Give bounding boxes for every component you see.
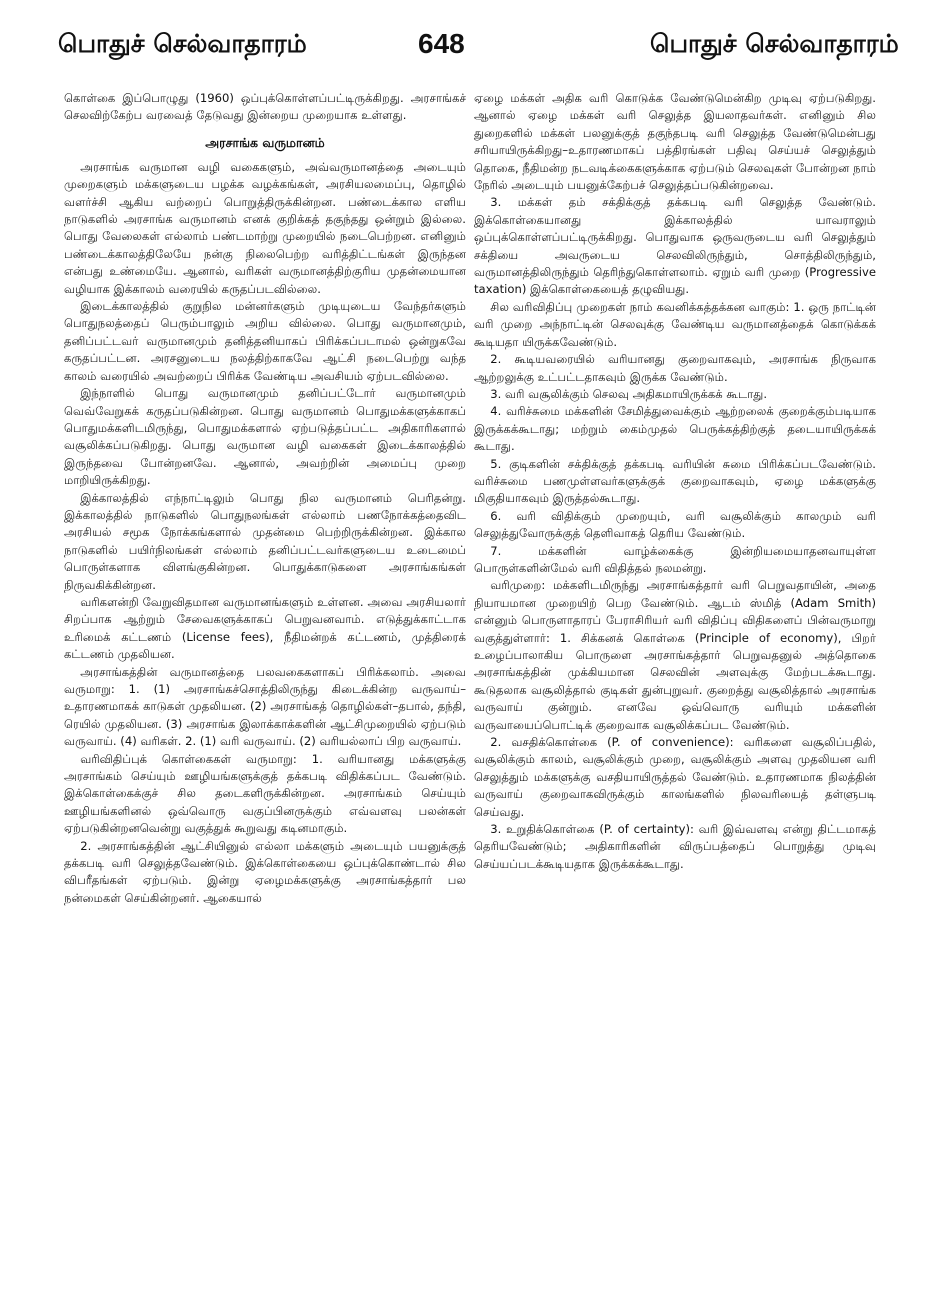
paragraph: 5. குடிகளின் சக்திக்குத் தக்கபடி வரியின் சுமை பிரிக்கப்படவேண்டும். வரிச்சுமை பணமுள்ளவர்களுக்குக் குறைவாகவும், ஏழை மக்களுக்கு மிகுதியாகவும் இருத்தல்கூடாது. [474,456,876,506]
paragraph: சில வரிவிதிப்பு முறைகள் நாம் கவனிக்கத்தக்கன வாகும்: 1. ஒரு நாட்டின் வரி முறை அந்நாட்டின் செலவுக்கு வேண்டிய வருமானத்தைக் கொடுக்கக் கூடியதா யிருக்கவேண்டும். [474,299,876,349]
paragraph: இக்காலத்தில் எந்நாட்டிலும் பொது நில வருமானம் பெரிதன்று. இக்காலத்தில் நாடுகளில் பொதுநலங்கள் எல்லாம் பணநோக்கத்தைவிட அரசியல் சமூக நோக்கங்களால் முதன்மை பெற்றிருக்கின்றன. இக்கால நாடுகளில் பயிர்நிலங்கள் எல்லாம் தனிப்பட்டவர்களுடைய உடைமைப் பொருள்களாக விளங்குகின்றன. பொதுக்காடுகளை அரசாங்கங்கள் நிருவகிக்கின்றன. [64,490,466,592]
paragraph: 3. வரி வசூலிக்கும் செலவு அதிகமாயிருக்கக் கூடாது. [490,386,768,401]
paragraph: 2. அரசாங்கத்தின் ஆட்சியினுல் எல்லா மக்களும் அடையும் பயனுக்குத் தக்கபடி வரி செலுத்தவேண்டும். இக்கொள்கையை ஒப்புக்கொண்டால் சில விபரீதங்கள் ஏற்படும். இன்று ஏழைமக்களுக்கு அரசாங்கத்தார் பல நன்மைகள் செய்கின்றனர். ஆகையால் [64,838,466,905]
paragraph: வரிகளன்றி வேறுவிதமான வருமானங்களும் உள்ளன. அவை அரசியலார் சிறப்பாக ஆற்றும் சேவைகளுக்காகப் பெறுவனவாம். எடுத்துக்காட்டாக உரிமைக் கட்டணம் (License fees), நீதிமன்றக் கட்டணம், முத்திரைக் கட்டணம் முதலியன. [64,594,466,662]
paragraph: 4. வரிச்சுமை மக்களின் சேமித்துவைக்கும் ஆற்றலைக் குறைக்கும்படியாக இருக்கக்கூடாது; மற்றும் கைம்முதல் பெருக்கத்திற்குத் தடையாயிருக்கக் கூடாது. [474,404,876,454]
paragraph: 2. வசதிக்கொள்கை (P. of convenience): வரிகளை வசூலிப்பதில், வசூலிக்கும் காலம், வசூலிக்கும் முறை, வசூலிக்கும் அளவு முதலியன வரி செலுத்தும் மக்களுக்கு வசதியாயிருத்தல் வேண்டும். உதாரணமாக நிலத்தின் வருவாய் குறைவாகவிருக்கும் காலங்களில் நிலவரியைத் தள்ளுபடி செய்வது. [474,735,876,819]
paragraph: கொள்கை இப்பொழுது (1960) ஒப்புக்கொள்ளப்பட்டிருக்கிறது. அரசாங்கச் செலவிற்கேற்ப வரவைத் தேடுவது இன்றைய முறையாக உள்ளது. [64,91,466,123]
paragraph: வரிவிதிப்புக் கொள்கைகள் வருமாறு: 1. வரியானது மக்களுக்கு அரசாங்கம் செய்யும் ஊழியங்களுக்குத் தக்கபடி விதிக்கப்பட வேண்டும். இக்கொள்கைக்குச் சில தடைகளிருக்கின்றன. அரசாங்கம் செய்யும் ஊழியங்களினல் ஒவ்வொரு வகுப்பினருக்கும் எவ்வளவு பலன்கள் ஏற்படுகின்றனவென்று வகுத்துக் கூறுவது கடினமாகும். [64,751,466,836]
running-header-right: பொதுச் செல்வாதாரம் [650,29,899,58]
paragraph: வரிமுறை: மக்களிடமிருந்து அரசாங்கத்தார் வரி பெறுவதாயின், அதை நியாயமான முறையிற் பெற வேண்டும். ஆடம் ஸ்மித் (Adam Smith) என்னும் பொருளாதாரப் பேராசிரியர் வரி விதிப்பு விதிகளைப் பின்வருமாறு வகுத்துள்ளார்: 1. சிக்கனக் கொள்கை (Principle of economy), பிறர் உழைப்பாலாகிய பொருளை அரசாங்கத்தார் பெறுவதனுல் அத்தொகை அரசாங்கத்தின் முக்கியமான செலவின் அளவுக்கு மேற்படக்கூடாது. கூடுதலாக வசூலித்தால் குடிகள் துன்புறுவர். குறைத்து வசூலித்தால் அரசாங்க வருவாய் குன்றும். எனவே ஒவ்வொரு வரியும் மக்களின் வருவாயைப்பொட்டிக் குறைவாக வசூலிக்கப்பட வேண்டும். [474,578,876,732]
paragraph: 6. வரி விதிக்கும் முறையும், வரி வசூலிக்கும் காலமும் வரி செலுத்துவோருக்குத் தெளிவாகத் தெரிய வேண்டும். [474,508,876,541]
left-column [64,90,466,907]
paragraph: இந்நாளில் பொது வருமானமும் தனிப்பட்டோர் வருமானமும் வெவ்வேறுகக் கருதப்படுகின்றன. பொது வருமானம் பொதுமக்களுக்காகப் பொதுமக்களிடமிருந்து, பொதுமக்களால் ஏற்படுத்தப்பட்ட அதிகாரிகளால் வசூலிக்கப்படுகிறது. பொது வருமான வழி வகைகள் இடைக்காலத்தில் இருந்தவை போன்றனவே. ஆனால், அவற்றின் அமைப்பு முறை மாறியிருக்கிறது. [64,386,466,488]
paragraph: 2. கூடியவரையில் வரியானது குறைவாகவும், அரசாங்க நிருவாக ஆற்றலுக்கு உட்பட்டதாகவும் இருக்க வேண்டும். [474,352,876,384]
paragraph: அரசாங்க வருமான வழி வகைகளும், அவ்வருமானத்தை அடையும் முறைகளும் மக்களுடைய பழக்க வழக்கங்கள், அரசியலமைப்பு, தொழில் வளர்ச்சி ஆகிய வற்றைப் பொறுத்திருக்கின்றன. பண்டைக்கால எளிய நாடுகளில் அரசாங்க வருமானம் எனக் குறிக்கத் தகுந்தது ஒன்றும் இல்லை. பொது வேலைகள் எல்லாம் பண்டமாற்று முறையில் நடைபெற்றன. எனினும் பண்டைக்காலத்திலேயே நன்கு நிலைபெற்ற வரித்திட்டங்கள் இருந்தன என்பது உண்மையே. ஆனால், வரிகள் வருமானத்திற்குரிய முதன்மையான வழியாக இக்காலம் வரையில் கருதப்படவில்லை. [64,159,466,296]
right-column [474,90,876,873]
paragraph: ஏழை மக்கள் அதிக வரி கொடுக்க வேண்டுமென்கிற முடிவு ஏற்படுகிறது. ஆனால் ஏழை மக்கள் வரி செலுத்த இயலாதவர்கள். எனினும் சில துறைகளில் மக்கள் பலனுக்குத் தகுந்தபடி வரி செலுத்த வேண்டுமென்பது சரியாயிருக்கிறது–உதாரணமாகப் பத்திரங்கள் பதிவு செய்யச் செலுத்தும் தொகை, நீதிமன்ற நடவடிக்கைகளுக்காக ஏற்படும் செலவுகள் போன்றன நாம் நேரில் அடையும் பயனுக்கேற்பச் செலுத்தப்படுகின்றவை. [474,91,876,193]
section-heading: அரசாங்க வருமானம் [205,134,325,150]
paragraph: 3. உறுதிக்கொள்கை (P. of certainty): வரி இவ்வளவு என்று திட்டமாகத் தெரியவேண்டும்; அதிகாரிகளின் விருப்பத்தைப் பொறுத்து முடிவு செய்யப்படக்கூடியதாக இருக்கக்கூடாது. [474,822,876,871]
running-header-left: பொதுச் செல்வாதாரம் [58,29,307,58]
paragraph: இடைக்காலத்தில் குறுநில மன்னர்களும் முடியுடைய வேந்தர்களும் பொதுநலத்தைப் பெரும்பாலும் அறிய வில்லை. பொது வருமானமும், தனிப்பட்டவர் வருமானமும் தனித்தனியாகப் பிரிக்கப்படாமல் ஒன்றுகவே கருதப்பட்டன. அரசனுடைய நலத்திற்காகவே ஆட்சி நடைபெற்று வந்த காலம் வரையில் அவற்றைப் பிரிக்க வேண்டிய அவசியம் ஏற்படவில்லை. [64,299,466,383]
paragraph: அரசாங்கத்தின் வருமானத்தை பலவகைகளாகப் பிரிக்கலாம். அவை வருமாறு: 1. (1) அரசாங்கச்சொத்திலிருந்து கிடைக்கின்ற வருவாய்–உதாரணமாகக் காடுகள் முதலியன. (2) அரசாங்கத் தொழில்கள்–தபால், தந்தி, ரெயில் முதலியன. (3) அரசாங்க இலாக்காக்களின் ஆட்சிமுறையில் ஏற்படும் வருவாய். (4) வரிகள். 2. (1) வரி வருவாய். (2) வரியல்லாப் பிற வருவாய். [64,664,466,749]
page-number: 648 [418,28,465,59]
paragraph: 7. மக்களின் வாழ்க்கைக்கு இன்றியமையாதனவாயுள்ள பொருள்களின்மேல் வரி விதித்தல் நலமன்று. [474,543,876,575]
paragraph: 3. மக்கள் தம் சக்திக்குத் தக்கபடி வரி செலுத்த வேண்டும். இக்கொள்கையானது இக்காலத்தில் யாவராலும் ஒப்புக்கொள்ளப்பட்டிருக்கிறது. பொதுவாக ஒருவருடைய வரி செலுத்தும் சக்தியை அவருடைய செலவிலிருந்தும், சொத்திலிருந்தும், வருமானத்திலிருந்தும் தெரிந்துகொள்ளலாம். ஏறும் வரி முறை (Progressive taxation) இக்கொள்கையைத் தழுவியது. [474,195,876,297]
